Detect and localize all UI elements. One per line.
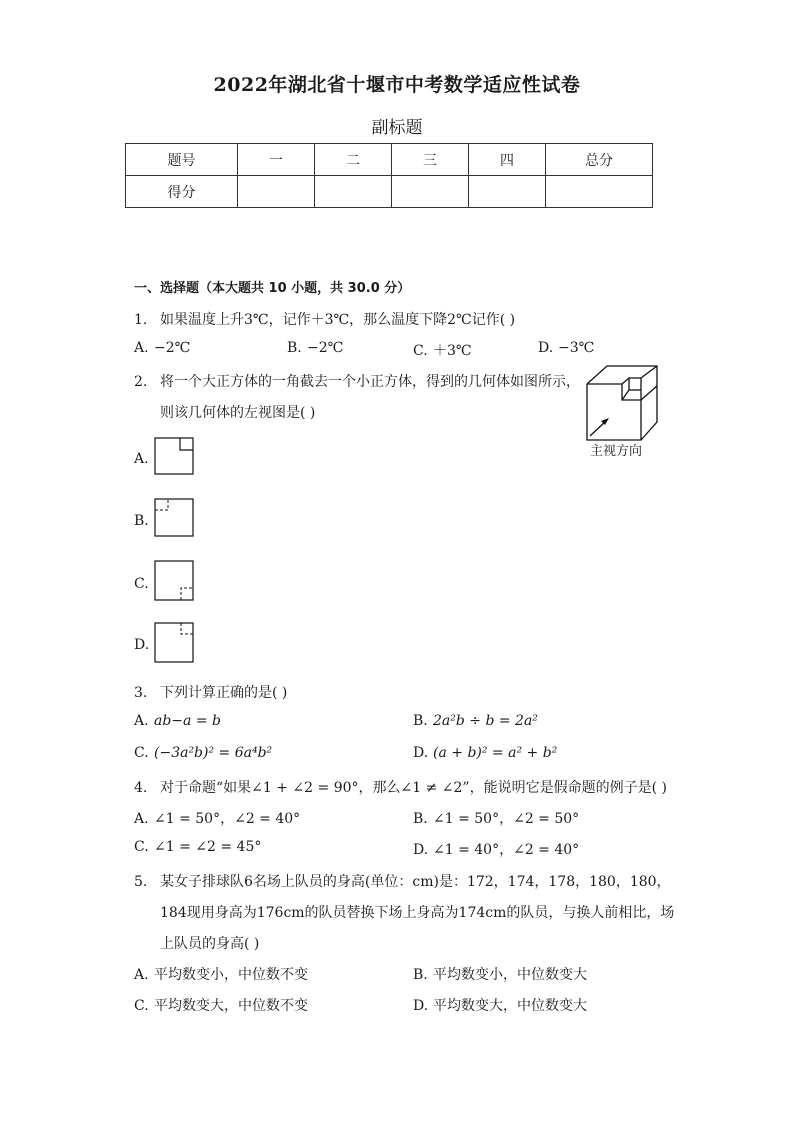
option-text: ∠1 = 50°，∠2 = 50° [433,811,580,827]
option-label: A. [134,811,149,827]
q4-option-a [134,808,300,828]
option-text: ab−a = b [154,713,221,729]
q3-option-c [134,745,272,761]
option-text: ＋3℃ [433,343,472,359]
score-header-cell: 总分 [546,144,653,176]
q1-option-d [538,340,594,356]
cube-edge [641,366,657,378]
question-text: 184现用身高为176cm的队员替换下场上身高为174cm的队员，与换人前相比，场 [160,905,675,921]
section-heading: 一、选择题（本大题共 10 小题，共 30.0 分） [134,281,411,296]
option-text: −3℃ [558,340,595,356]
question-1 [134,309,515,329]
question-5-line3 [160,933,259,953]
question-2 [134,371,580,391]
option-text: −2℃ [154,340,191,356]
score-table-header-row [126,144,653,176]
score-header-cell: 题号 [126,144,238,176]
view-square [155,438,193,474]
view-dashed-line [181,588,193,600]
q1-option-c [413,340,472,360]
option-label: B. [413,811,428,827]
question-text: 则该几何体的左视图是( ) [160,405,316,421]
score-header-cell: 四 [469,144,546,176]
q2-option-b-figure [154,498,196,538]
question-number: 4. [134,780,148,796]
option-text: 平均数变大，中位数不变 [154,998,308,1014]
q3-option-a [134,713,221,729]
q3-option-d [413,745,557,761]
score-header-cell: 一 [238,144,315,176]
view-square [155,499,193,536]
view-solid-line [180,438,193,450]
option-label: A. [134,713,149,729]
view-dashed-line [155,499,168,510]
q4-option-d [413,839,579,859]
option-text: 2a²b ÷ b = 2a² [433,713,538,729]
q4-option-b [413,808,579,828]
q2-option-d-label: D. [134,637,150,653]
question-4 [134,777,667,797]
option-label: D. [413,998,429,1014]
q5-option-c [134,995,308,1015]
question-number: 2. [134,374,148,390]
q2-option-d-figure [154,622,196,664]
q1-option-b [287,340,343,356]
score-cell [469,176,546,208]
score-table [125,143,653,208]
option-text: (−3a²b)² = 6a⁴b² [154,745,273,761]
option-label: D. [413,842,429,858]
q2-option-c-figure [154,560,196,602]
exam-title: 2022年湖北省十堰市中考数学适应性试卷 [213,74,581,96]
option-text: 平均数变大，中位数变大 [433,998,587,1014]
option-label: D. [413,745,429,761]
q5-option-b [413,964,587,984]
question-text: 下列计算正确的是( ) [160,685,288,701]
q2-option-a-figure [154,437,196,477]
question-number: 3. [134,685,148,701]
cube-edge [641,386,657,400]
view-square [155,623,193,662]
option-label: C. [134,745,149,761]
score-header-cell: 三 [392,144,469,176]
option-text: (a + b)² = a² + b² [433,745,558,761]
score-cell [546,176,653,208]
score-cell [315,176,392,208]
option-label: C. [413,343,428,359]
score-header-cell: 二 [315,144,392,176]
option-label: B. [287,340,302,356]
q1-option-a [134,340,190,356]
question-text: 某女子排球队6名场上队员的身高(单位：cm)是：172，174，178，180，180， [160,874,671,890]
option-text: 平均数变小，中位数变大 [433,967,587,983]
view-dashed-line [181,623,193,634]
question-5-line2 [160,902,674,922]
question-text: 上队员的身高( ) [160,936,260,952]
score-cell [392,176,469,208]
question-text: 如果温度上升3℃，记作＋3℃，那么温度下降2℃记作( ) [160,312,516,328]
score-row-label: 得分 [126,176,238,208]
option-text: 平均数变小，中位数不变 [154,967,308,983]
q2-option-c-label: C. [134,576,149,592]
q5-option-a [134,964,308,984]
q5-option-d [413,995,587,1015]
question-text: 对于命题“如果∠1 + ∠2 = 90°，那么∠1 ≠ ∠2”，能说明它是假命题的例子是( ) [160,780,667,796]
option-label: C. [134,839,149,855]
score-table-score-row [126,176,653,208]
option-label: D. [538,340,554,356]
question-2-line2 [160,402,315,422]
q4-option-c [134,839,261,855]
question-number: 5. [134,874,148,890]
option-label: C. [134,998,149,1014]
option-label: A. [134,967,149,983]
question-text: 将一个大正方体的一角截去一个小正方体，得到的几何体如图所示， [160,374,580,390]
question-5 [134,871,671,891]
option-text: ∠1 = 50°，∠2 = 40° [154,811,301,827]
option-label: A. [134,340,149,356]
exam-subtitle: 副标题 [371,118,423,138]
question-number: 1. [134,312,148,328]
option-label: B. [413,713,428,729]
score-cell [238,176,315,208]
figure-caption: 主视方向 [590,444,643,459]
option-text: ∠1 = 40°，∠2 = 40° [433,842,580,858]
option-text: −2℃ [307,340,344,356]
question-3 [134,682,287,702]
option-text: ∠1 = ∠2 = 45° [154,839,262,855]
q2-option-a-label: A. [134,451,149,467]
option-label: B. [413,967,428,983]
q3-option-b [413,713,538,729]
q2-option-b-label: B. [134,513,149,529]
view-square [155,561,193,600]
